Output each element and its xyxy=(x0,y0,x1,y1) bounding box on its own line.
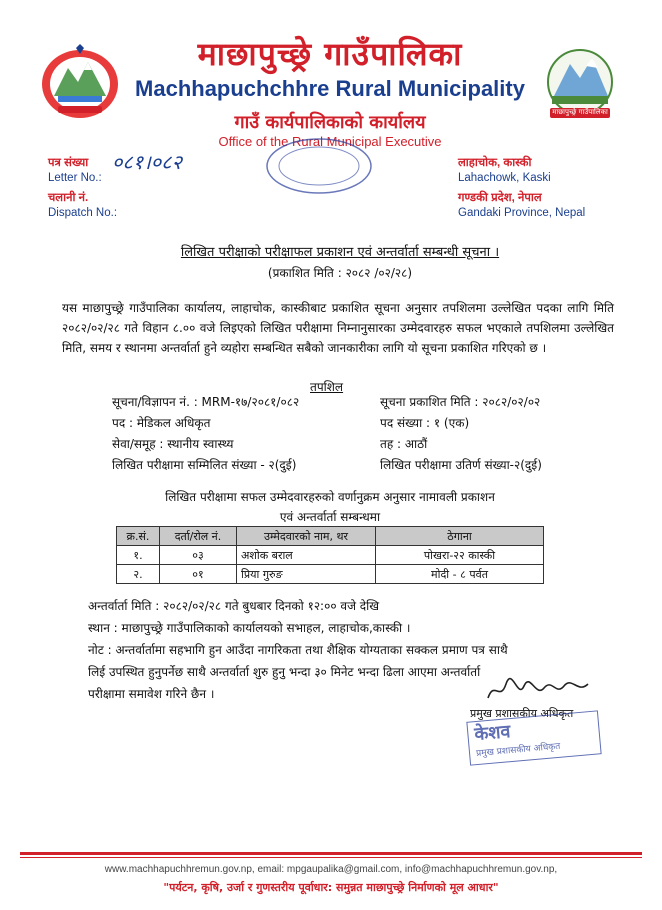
detail-line: पद : मेडिकल अधिकृत xyxy=(112,416,211,430)
dispatch-no-label: Dispatch No.: xyxy=(48,207,118,219)
cell: १. xyxy=(117,546,160,565)
list-heading-2: एवं अन्तर्वार्ता सम्बन्धमा xyxy=(279,510,381,524)
published-date: (प्रकाशित मिति : २०८२ /०२/२८) xyxy=(267,266,413,280)
col-header: ठेगाना xyxy=(376,527,544,546)
cell: पोखरा-२२ कास्की xyxy=(376,546,544,565)
interview-date: अन्तर्वार्ता मिति : २०८२/०२/२८ गते बुधबार दिनको १२:०० वजे देखि xyxy=(88,599,380,613)
signatory-title: प्रमुख प्रशासकीय अधिकृत xyxy=(470,707,574,720)
office-title-np: गाउँ कार्यपालिकाको कार्यालय xyxy=(234,112,426,133)
office-stamp-icon xyxy=(264,136,374,196)
patra-sankhya-label: पत्र संख्या xyxy=(48,157,89,169)
table-row xyxy=(117,546,544,565)
cell: ०३ xyxy=(160,546,237,565)
cell: मोदी - ८ पर्वत xyxy=(376,565,544,584)
notice-paragraph: यस माछापुच्छ्रे गाउँपालिका कार्यालय, लाहाचोक, कास्कीबाट प्रकाशित सूचना अनुसार तपशिलमा उल्लेखित पदका लागि मिति २०८२/०२/२८ गते विहान ८.०० वजे लिइएको लिखित परीक्षामा निम्नानुसारका उम्मेदवारहरु सफल भएकाले तपशिलमा उल्लेखित मिति, समय र स्थानमा अन्तर्वार्ता हुने व्यहोरा सम्बन्धित सबैको जानकारीका लागि यो सूचना प्रकाशित गरिएको छ । xyxy=(62,301,614,355)
signature-icon xyxy=(484,676,594,706)
table-row xyxy=(117,565,544,584)
list-heading-1: लिखित परीक्षामा सफल उम्मेदवारहरुको वर्णानुक्रम अनुसार नामावली प्रकाशन xyxy=(165,490,495,504)
details-right xyxy=(380,392,620,476)
note-line-2: लिई उपस्थित हुनुपर्नेछ साथै अन्तर्वार्ता शुरु हुनु भन्दा ३० मिनेट भन्दा ढिला आएमा अन्तर्वार्ता xyxy=(88,665,481,679)
footer-contact: www.machhapuchhremun.gov.np, email: mpgaupalika@gmail.com, info@machhapuchhremun.gov.np, xyxy=(104,864,558,875)
chalani-label: चलानी नं. xyxy=(48,192,89,204)
nepal-emblem-icon xyxy=(38,44,122,120)
col-header: क्र.सं. xyxy=(117,527,160,546)
address-en-1: Lahachowk, Kaski xyxy=(458,172,551,184)
table-header-row xyxy=(117,527,544,546)
candidates-table xyxy=(116,526,544,584)
cell: प्रिया गुरुङ xyxy=(237,565,376,584)
details-left xyxy=(112,392,372,476)
note-line-3: परीक्षामा समावेश गरिने छैन । xyxy=(88,687,215,701)
cell: अशोक बराल xyxy=(237,546,376,565)
detail-line: सेवा/समूह : स्थानीय स्वास्थ्य xyxy=(112,437,234,451)
address-np-1: लाहाचोक, कास्की xyxy=(458,157,532,169)
col-header: उम्मेदवारको नाम, थर xyxy=(237,527,376,546)
letter-no-label: Letter No.: xyxy=(48,172,102,184)
detail-line: लिखित परीक्षामा उतिर्ण संख्या-२(दुई) xyxy=(380,458,542,472)
patra-sankhya-value: ०८१।०८२ xyxy=(112,150,182,174)
footer-slogan: "पर्यटन, कृषि, उर्जा र गुणस्तरीय पूर्वाधार: समुन्नत माछापुच्छ्रे निर्माणको मूल आधार" xyxy=(163,881,499,894)
footer-divider xyxy=(20,852,642,855)
address-en-2: Gandaki Province, Nepal xyxy=(458,207,586,219)
municipality-title-en: Machhapuchchhre Rural Municipality xyxy=(135,76,525,101)
note-line-1: नोट : अन्तर्वार्तामा सहभागि हुन आउँदा नागरिकता तथा शैक्षिक योग्यताका सक्कल प्रमाण पत्र साथै xyxy=(88,643,508,657)
interview-venue: स्थान : माछापुच्छ्रे गाउँपालिकाको कार्यालयको सभाहल, लाहाचोक,कास्की । xyxy=(88,621,411,635)
notice-heading: लिखित परीक्षाको परीक्षाफल प्रकाशन एवं अन्तर्वार्ता सम्बन्धी सूचना । xyxy=(180,245,500,260)
col-header: दर्ता/रोल नं. xyxy=(160,527,237,546)
logo-caption: माछापुच्छ्रे गाउँपालिका xyxy=(552,108,608,116)
stamp-title: प्रमुख प्रशासकीय अधिकृत xyxy=(475,741,561,760)
detail-line: सूचना प्रकाशित मिति : २०८२/०२/०२ xyxy=(380,395,541,409)
detail-line: तह : आठौं xyxy=(380,437,428,451)
cell: ०१ xyxy=(160,565,237,584)
municipality-title-np: माछापुच्छ्रे गाउँपालिका xyxy=(197,35,463,73)
detail-line: सूचना/विज्ञापन नं. : MRM-१७/२०८१/०८२ xyxy=(112,395,300,409)
stamp-name: केशव xyxy=(473,721,512,746)
office-title-en: Office of the Rural Municipal Executive xyxy=(218,134,442,149)
detail-line: लिखित परीक्षामा सम्मिलित संख्या - २(दुई) xyxy=(112,458,297,472)
address-np-2: गण्डकी प्रदेश, नेपाल xyxy=(458,192,542,204)
footer-divider-thin xyxy=(20,857,642,858)
detail-line: पद संख्या : १ (एक) xyxy=(380,416,470,430)
tapashil-heading: तपशिल xyxy=(310,380,344,394)
cell: २. xyxy=(117,565,160,584)
